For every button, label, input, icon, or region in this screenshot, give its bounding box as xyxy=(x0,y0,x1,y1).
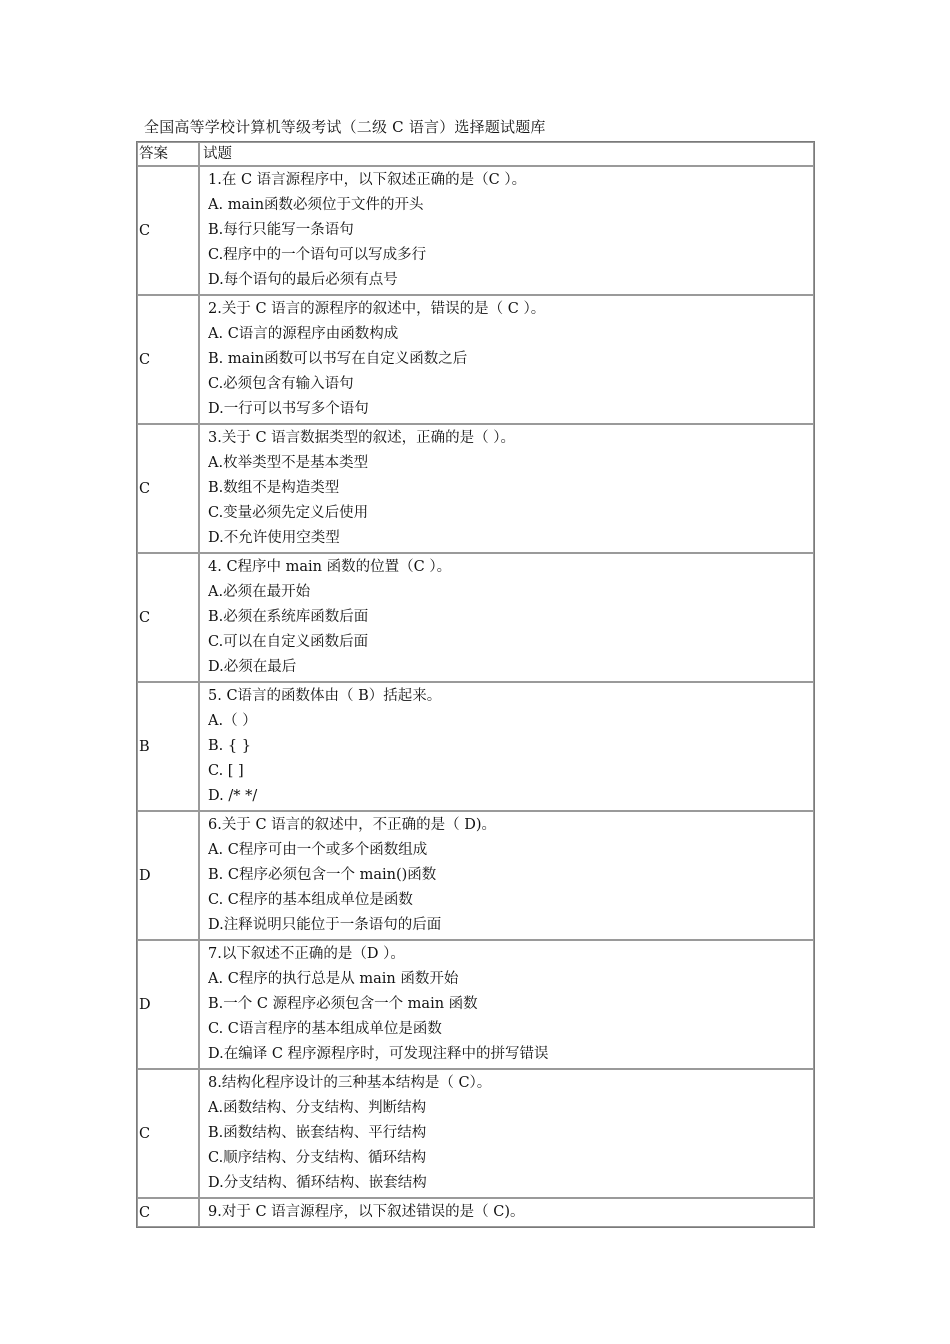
option-text: C. [ ] xyxy=(208,763,244,779)
question-cell xyxy=(199,424,814,553)
option-text: A.函数结构、分支结构、判断结构 xyxy=(208,1100,427,1116)
question-table xyxy=(136,141,815,1228)
option-text: A.（ ） xyxy=(208,713,257,729)
option-text: D.在编译 C 程序源程序时，可发现注释中的拼写错误 xyxy=(208,1046,549,1062)
question-text: 3.关于 C 语言数据类型的叙述，正确的是（ ）。 xyxy=(208,430,516,446)
question-cell xyxy=(199,811,814,940)
option-text: D.一行可以书写多个语句 xyxy=(208,401,369,417)
option-text: B.必须在系统库函数后面 xyxy=(208,609,369,625)
question-cell xyxy=(199,940,814,1069)
answer-cell: C xyxy=(137,553,199,682)
question-text: 2.关于 C 语言的源程序的叙述中，错误的是（ C ）。 xyxy=(208,301,546,317)
answer-cell: C xyxy=(137,1069,199,1198)
option-text: C.顺序结构、分支结构、循环结构 xyxy=(208,1150,427,1166)
table-row xyxy=(137,553,814,682)
question-cell xyxy=(199,682,814,811)
answer-cell: B xyxy=(137,682,199,811)
table-row xyxy=(137,811,814,940)
question-text: 8.结构化程序设计的三种基本结构是（ C）。 xyxy=(208,1075,492,1091)
question-text: 1.在 C 语言源程序中，以下叙述正确的是（C ）。 xyxy=(208,172,527,188)
option-text: D.不允许使用空类型 xyxy=(208,530,340,546)
table-row xyxy=(137,1069,814,1198)
question-column-header: 试题 xyxy=(199,142,814,166)
option-text: B. C程序必须包含一个 main()函数 xyxy=(208,867,437,883)
option-text: C.变量必须先定义后使用 xyxy=(208,505,369,521)
option-text: B.数组不是构造类型 xyxy=(208,480,340,496)
option-text: B. { } xyxy=(208,738,251,754)
option-text: C.必须包含有输入语句 xyxy=(208,376,354,392)
answer-column-header: 答案 xyxy=(137,142,199,166)
option-text: A. C程序可由一个或多个函数组成 xyxy=(208,842,428,858)
option-text: B.一个 C 源程序必须包含一个 main 函数 xyxy=(208,996,478,1012)
option-text: C.可以在自定义函数后面 xyxy=(208,634,369,650)
question-cell xyxy=(199,1198,814,1227)
option-text: C. C语言程序的基本组成单位是函数 xyxy=(208,1021,442,1037)
option-text: A.必须在最开始 xyxy=(208,584,311,600)
table-header-row xyxy=(137,142,814,166)
question-cell xyxy=(199,166,814,295)
document-title: 全国高等学校计算机等级考试（二级 C 语言）选择题试题库 xyxy=(144,118,546,136)
option-text: A.枚举类型不是基本类型 xyxy=(208,455,369,471)
option-text: D.每个语句的最后必须有点号 xyxy=(208,272,398,288)
option-text: D.必须在最后 xyxy=(208,659,297,675)
question-text: 6.关于 C 语言的叙述中，不正确的是（ D)。 xyxy=(208,817,497,833)
table-row xyxy=(137,166,814,295)
option-text: A. main函数必须位于文件的开头 xyxy=(208,197,424,213)
option-text: D.注释说明只能位于一条语句的后面 xyxy=(208,917,442,933)
answer-cell: C xyxy=(137,295,199,424)
table-row xyxy=(137,295,814,424)
answer-cell: D xyxy=(137,940,199,1069)
option-text: C. C程序的基本组成单位是函数 xyxy=(208,892,413,908)
table-row xyxy=(137,1198,814,1227)
option-text: D. /* */ xyxy=(208,788,258,804)
question-table-body xyxy=(137,142,814,1227)
question-text: 9.对于 C 语言源程序，以下叙述错误的是（ C)。 xyxy=(208,1204,525,1220)
option-text: A. C程序的执行总是从 main 函数开始 xyxy=(208,971,459,987)
option-text: D.分支结构、循环结构、嵌套结构 xyxy=(208,1175,427,1191)
question-text: 4. C程序中 main 函数的位置（C ）。 xyxy=(208,559,452,575)
option-text: B. main函数可以书写在自定义函数之后 xyxy=(208,351,468,367)
answer-cell: C xyxy=(137,1198,199,1227)
question-text: 7.以下叙述不正确的是（D ）。 xyxy=(208,946,405,962)
answer-cell: D xyxy=(137,811,199,940)
question-cell xyxy=(199,1069,814,1198)
table-row xyxy=(137,424,814,553)
table-row xyxy=(137,682,814,811)
answer-cell: C xyxy=(137,166,199,295)
option-text: A. C语言的源程序由函数构成 xyxy=(208,326,399,342)
answer-cell: C xyxy=(137,424,199,553)
question-cell xyxy=(199,295,814,424)
option-text: B.函数结构、嵌套结构、平行结构 xyxy=(208,1125,427,1141)
table-row xyxy=(137,940,814,1069)
question-text: 5. C语言的函数体由（ B）括起来。 xyxy=(208,688,442,704)
option-text: C.程序中的一个语句可以写成多行 xyxy=(208,247,427,263)
option-text: B.每行只能写一条语句 xyxy=(208,222,354,238)
question-cell xyxy=(199,553,814,682)
